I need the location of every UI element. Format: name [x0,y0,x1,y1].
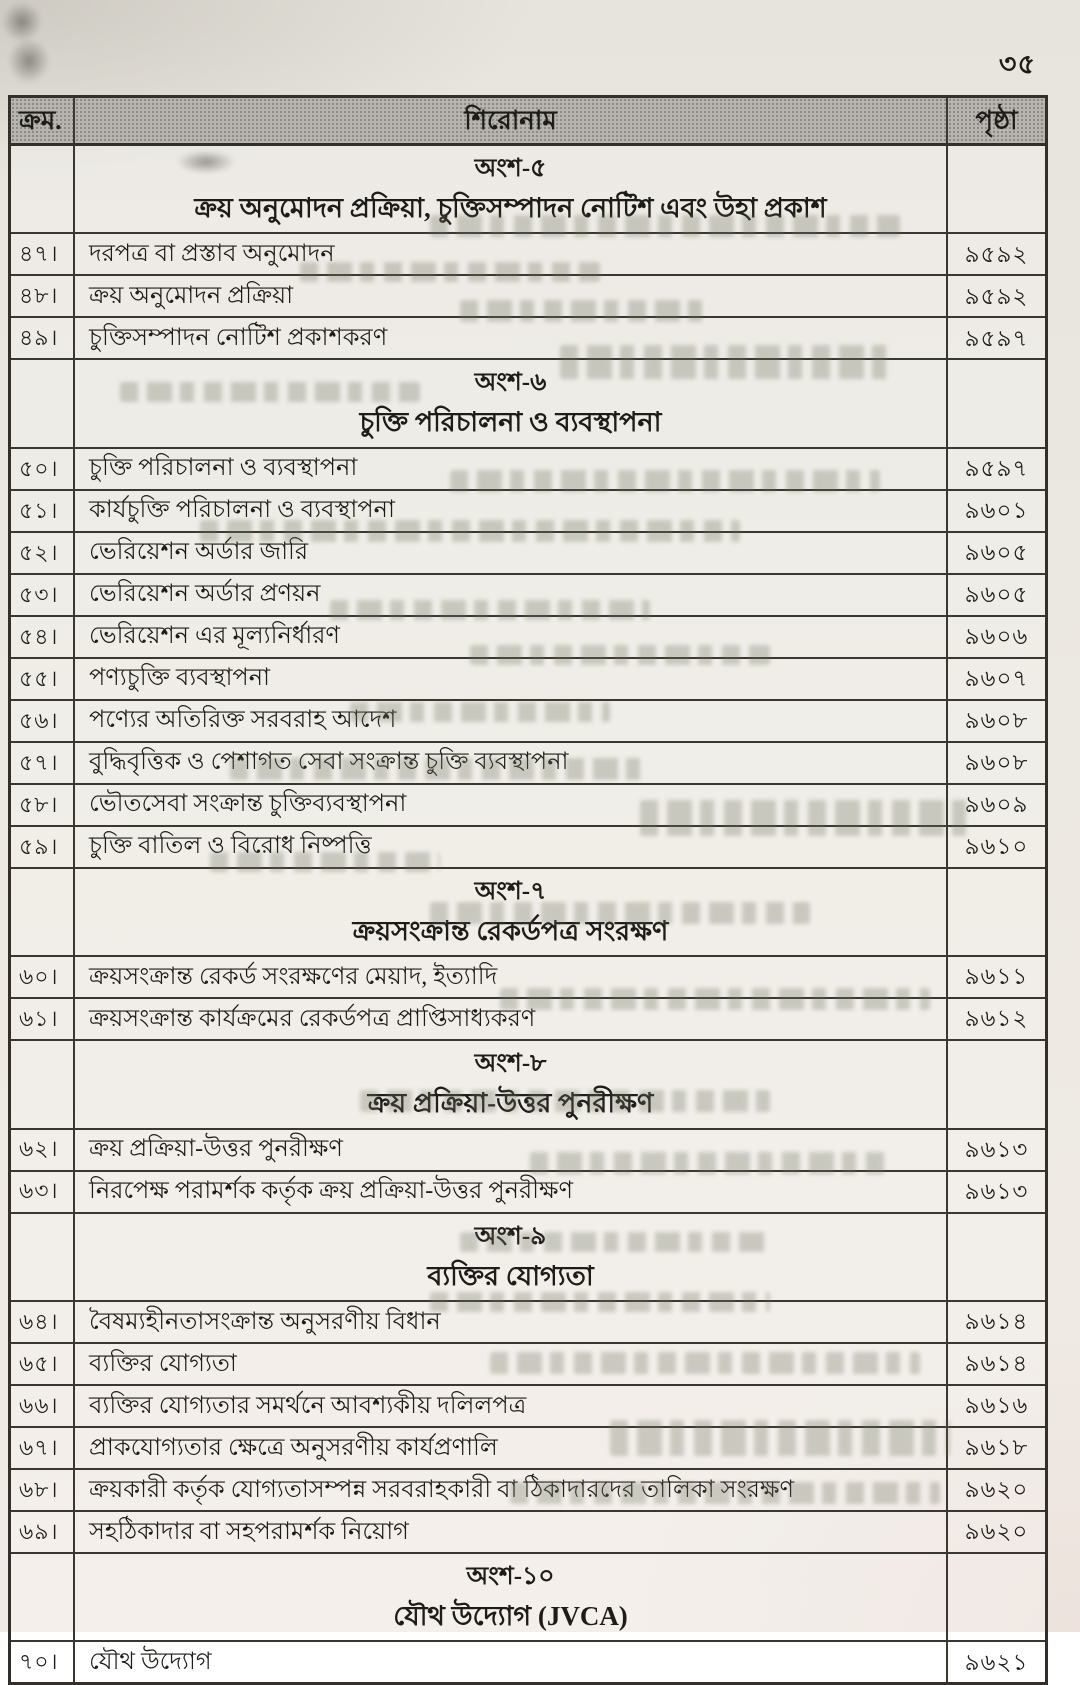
table-header-row [11,98,1045,146]
page-cell-empty [948,869,1045,955]
title-cell: ব্যক্তির যোগ্যতা [75,1344,948,1384]
serial-cell-empty [11,1214,75,1300]
table-row [11,743,1045,785]
table-row [11,827,1045,869]
page-cell: ৯৬২১ [964,1649,1029,1675]
section-part-label: অংশ-৯ [474,1222,547,1250]
table-row [11,449,1045,491]
scan-smudge [2,2,42,42]
serial-cell: ৬৫। [11,1344,75,1384]
page-cell: ৯৫৯২ [964,283,1029,309]
table-row [11,234,1045,276]
table-row [11,617,1045,659]
header-serial: ক্রম. [11,98,75,143]
serial-cell: ৬০। [11,957,75,997]
table-row [11,1642,1045,1682]
page-cell: ৯৬২০ [964,1519,1029,1545]
section-row [11,869,1045,957]
table-row [11,701,1045,743]
table-row [11,785,1045,827]
title-cell: ক্রয় প্রক্রিয়া-উত্তর পুনরীক্ষণ [75,1130,948,1170]
serial-cell-empty [11,869,75,955]
page-cell-empty [948,360,1045,446]
serial-cell: ৬১। [11,999,75,1039]
table-row [11,533,1045,575]
section-cell [75,360,948,446]
page-cell: ৯৬২০ [964,1477,1029,1503]
page-cell: ৯৬০৬ [964,623,1029,649]
title-cell: ভৌতসেবা সংক্রান্ত চুক্তিব্যবস্থাপনা [75,785,948,825]
page-cell: ৯৬১৬ [964,1393,1029,1419]
section-part-label: অংশ-৬ [474,369,547,397]
serial-cell: ৪৭। [11,234,75,274]
toc-table [8,95,1048,1685]
page-cell: ৯৬০১ [964,497,1029,523]
serial-cell: ৫৪। [11,617,75,657]
section-title: ক্রয় প্রক্রিয়া-উত্তর পুনরীক্ষণ [367,1088,654,1119]
page-cell-empty [948,1041,1045,1127]
section-title: ক্রয় অনুমোদন প্রক্রিয়া, চুক্তিসম্পাদন নোটিশ এবং উহা প্রকাশ [194,193,827,223]
table-row [11,1386,1045,1428]
title-cell: ক্রয় অনুমোদন প্রক্রিয়া [75,276,948,316]
page-cell: ৯৬১৩ [964,1136,1029,1162]
title-cell: পণ্যের অতিরিক্ত সরবরাহ আদেশ [75,701,948,741]
serial-cell: ৫৩। [11,575,75,615]
serial-cell: ৬৮। [11,1470,75,1510]
toc-table-body [11,146,1045,1682]
table-row [11,659,1045,701]
page-cell: ৯৬১৮ [964,1435,1029,1461]
serial-cell: ৫২। [11,533,75,573]
section-cell [75,1554,948,1640]
table-row [11,575,1045,617]
serial-cell: ৬৪। [11,1302,75,1342]
page-cell: ৯৬১৪ [964,1351,1029,1377]
title-cell: ক্রয়কারী কর্তৃক যোগ্যতাসম্পন্ন সরবরাহকারী বা ঠিকাদারদের তালিকা সংরক্ষণ [75,1470,948,1510]
serial-cell-empty [11,1554,75,1640]
section-row [11,360,1045,448]
table-row [11,491,1045,533]
section-part-label: অংশ-১০ [466,1562,555,1590]
title-cell: সহঠিকাদার বা সহপরামর্শক নিয়োগ [75,1512,948,1552]
page-cell: ৯৬০৮ [964,749,1029,775]
table-row [11,1512,1045,1554]
title-cell: ভেরিয়েশন অর্ডার প্রণয়ন [75,575,948,615]
section-row [11,146,1045,234]
serial-cell: ৫৯। [11,827,75,867]
title-cell: ক্রয়সংক্রান্ত কার্যক্রমের রেকর্ডপত্র প্রাপ্তিসাধ্যকরণ [75,999,948,1039]
page-cell-empty [948,1214,1045,1300]
page-number: ৩৫ [998,49,1036,79]
serial-cell: ৫০। [11,449,75,489]
serial-cell: ৬৩। [11,1172,75,1212]
title-cell: ক্রয়সংক্রান্ত রেকর্ড সংরক্ষণের মেয়াদ, ইত্যাদি [75,957,948,997]
page-cell: ৯৬১৩ [964,1178,1029,1204]
page-cell: ৯৬০৯ [964,791,1029,817]
section-row [11,1554,1045,1642]
page-cell: ৯৬০৮ [964,707,1029,733]
serial-cell: ৬৭। [11,1428,75,1468]
serial-cell: ৪৯। [11,318,75,358]
page-cell: ৯৫৯৭ [964,455,1029,481]
section-title: ব্যক্তির যোগ্যতা [427,1260,594,1291]
page-cell: ৯৫৯৭ [964,325,1029,351]
serial-cell: ৫৮। [11,785,75,825]
serial-cell: ৫৭। [11,743,75,783]
serial-cell: ৭০। [11,1642,75,1682]
section-cell [75,1041,948,1127]
section-part-label: অংশ-৭ [474,877,547,905]
table-row [11,318,1045,360]
title-cell: নিরপেক্ষ পরামর্শক কর্তৃক ক্রয় প্রক্রিয়া-উত্তর পুনরীক্ষণ [75,1172,948,1212]
page-cell-empty [948,1554,1045,1640]
page-cell-empty [948,146,1045,232]
title-cell: বুদ্ধিবৃত্তিক ও পেশাগত সেবা সংক্রান্ত চুক্তি ব্যবস্থাপনা [75,743,948,783]
table-row [11,1302,1045,1344]
title-cell: কার্যচুক্তি পরিচালনা ও ব্যবস্থাপনা [75,491,948,531]
page-cell: ৯৬১০ [964,833,1029,859]
title-cell: যৌথ উদ্যোগ [75,1642,948,1682]
title-cell: দরপত্র বা প্রস্তাব অনুমোদন [75,234,948,274]
title-cell: ভেরিয়েশন অর্ডার জারি [75,533,948,573]
section-part-label: অংশ-৮ [474,1050,547,1078]
serial-cell: ৬৬। [11,1386,75,1426]
section-title: চুক্তি পরিচালনা ও ব্যবস্থাপনা [359,407,662,438]
section-row [11,1041,1045,1129]
page-cell: ৯৫৯২ [964,241,1029,267]
page-cell: ৯৬০৫ [964,581,1029,607]
section-part-label: অংশ-৫ [474,155,547,182]
section-title: যৌথ উদ্যোগ (JVCA) [393,1600,628,1631]
table-row [11,1344,1045,1386]
title-cell: প্রাকযোগ্যতার ক্ষেত্রে অনুসরণীয় কার্যপ্রণালি [75,1428,948,1468]
title-cell: ভেরিয়েশন এর মূল্যনির্ধারণ [75,617,948,657]
table-row [11,1428,1045,1470]
table-row [11,276,1045,318]
page-cell: ৯৬০৭ [964,665,1029,691]
section-cell [75,146,948,232]
title-cell: চুক্তিসম্পাদন নোটিশ প্রকাশকরণ [75,318,948,358]
page-cell: ৯৬০৫ [964,539,1029,565]
serial-cell: ৬৯। [11,1512,75,1552]
header-title: শিরোনাম [75,98,948,143]
section-cell [75,1214,948,1300]
table-row [11,1470,1045,1512]
serial-cell: ৪৮। [11,276,75,316]
table-row [11,999,1045,1041]
table-row [11,1172,1045,1214]
title-cell: ব্যক্তির যোগ্যতার সমর্থনে আবশ্যকীয় দলিলপত্র [75,1386,948,1426]
page-cell: ৯৬১১ [964,964,1029,990]
scan-smudge [8,38,50,84]
title-cell: চুক্তি বাতিল ও বিরোধ নিষ্পত্তি [75,827,948,867]
title-cell: বৈষম্যহীনতাসংক্রান্ত অনুসরণীয় বিধান [75,1302,948,1342]
serial-cell-empty [11,146,75,232]
page-cell: ৯৬১৪ [964,1309,1029,1335]
serial-cell: ৫৫। [11,659,75,699]
serial-cell: ৬২। [11,1130,75,1170]
title-cell: পণ্যচুক্তি ব্যবস্থাপনা [75,659,948,699]
section-title: ক্রয়সংক্রান্ত রেকর্ডপত্র সংরক্ষণ [352,915,669,946]
title-cell: চুক্তি পরিচালনা ও ব্যবস্থাপনা [75,449,948,489]
section-cell [75,869,948,955]
header-page: পৃষ্ঠা [948,98,1045,143]
table-row [11,957,1045,999]
serial-cell-empty [11,1041,75,1127]
serial-cell: ৫১। [11,491,75,531]
section-row [11,1214,1045,1302]
serial-cell: ৫৬। [11,701,75,741]
page-cell: ৯৬১২ [964,1006,1029,1032]
serial-cell-empty [11,360,75,446]
table-row [11,1130,1045,1172]
